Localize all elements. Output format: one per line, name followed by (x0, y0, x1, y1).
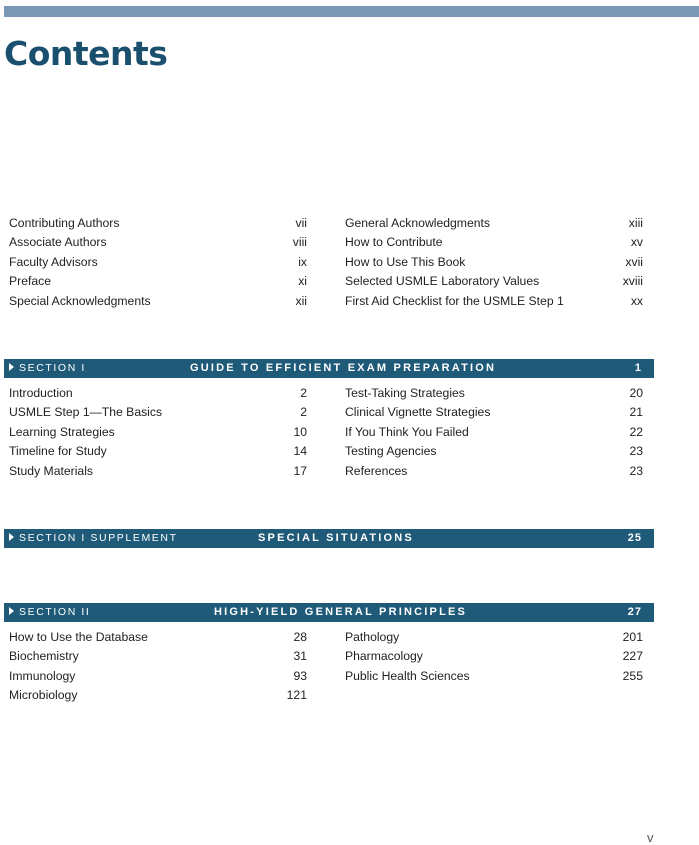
section-label: SECTION II (9, 603, 90, 622)
toc-entry-label: Faculty Advisors (9, 254, 98, 269)
section-2-right (345, 630, 643, 688)
toc-entry[interactable] (9, 386, 307, 405)
toc-entry[interactable] (9, 294, 307, 313)
toc-entry-page: viii (292, 235, 307, 250)
toc-entry-page: 2 (300, 386, 307, 400)
section-band-1[interactable] (4, 359, 654, 378)
section-title: GUIDE TO EFFICIENT EXAM PREPARATION (190, 362, 497, 374)
section-page: 27 (627, 606, 642, 618)
toc-entry[interactable] (9, 255, 307, 274)
toc-entry[interactable] (345, 444, 643, 463)
toc-entry-label: Biochemistry (9, 649, 79, 664)
toc-entry-label: Pharmacology (345, 649, 423, 664)
toc-entry[interactable] (345, 464, 643, 483)
toc-entry-page: xiii (628, 216, 643, 230)
section-title: HIGH-YIELD GENERAL PRINCIPLES (214, 606, 468, 618)
section-band-2[interactable] (4, 603, 654, 622)
toc-entry[interactable] (9, 464, 307, 483)
section-1-right (345, 386, 643, 483)
toc-entry[interactable] (345, 649, 643, 668)
toc-entry-label: Public Health Sciences (345, 668, 470, 683)
toc-entry-page: vii (295, 216, 307, 230)
toc-entry-page: 10 (293, 424, 307, 439)
toc-entry-label: USMLE Step 1—The Basics (9, 405, 163, 420)
section-page: 1 (634, 362, 642, 374)
section-title: SPECIAL SITUATIONS (258, 532, 414, 544)
toc-entry-page: 22 (629, 424, 643, 439)
toc-entry-label: Contributing Authors (9, 216, 120, 230)
section-band-supplement[interactable] (4, 529, 654, 548)
section-1-left (9, 386, 307, 483)
front-matter-right (345, 216, 643, 313)
toc-entry[interactable] (9, 669, 307, 688)
toc-entry[interactable] (345, 274, 643, 293)
page-title: Contents (4, 34, 168, 73)
toc-entry-page: 201 (622, 630, 643, 644)
toc-entry-label: How to Contribute (345, 235, 443, 250)
toc-entry-page: xi (298, 274, 307, 289)
toc-entry[interactable] (345, 216, 643, 235)
top-rule (4, 6, 699, 17)
toc-entry[interactable] (9, 235, 307, 254)
toc-entry-label: Associate Authors (9, 235, 107, 250)
toc-entry-page: 23 (629, 463, 643, 478)
toc-entry-label: Special Acknowledgments (9, 293, 151, 308)
toc-entry[interactable] (9, 216, 307, 235)
toc-entry[interactable] (9, 405, 307, 424)
toc-entry[interactable] (9, 274, 307, 293)
toc-entry-page: 121 (286, 688, 307, 703)
triangle-right-icon (9, 533, 14, 541)
front-matter-left (9, 216, 307, 313)
toc-entry-page: 17 (293, 463, 307, 478)
toc-entry-page: 31 (293, 649, 307, 664)
toc-entry-page: 14 (293, 444, 307, 459)
section-page: 25 (627, 532, 642, 544)
section-label: SECTION I SUPPLEMENT (9, 529, 178, 548)
toc-entry-page: ix (298, 254, 307, 269)
toc-entry-page: xv (630, 235, 643, 250)
toc-entry-page: xx (630, 293, 643, 308)
toc-entry[interactable] (9, 630, 307, 649)
toc-entry-page: 21 (629, 405, 643, 420)
section-label: SECTION I (9, 359, 86, 378)
triangle-right-icon (9, 363, 14, 371)
toc-entry[interactable] (345, 425, 643, 444)
toc-entry-label: Learning Strategies (9, 424, 115, 439)
toc-entry-label: General Acknowledgments (345, 216, 490, 230)
toc-entry-page: 255 (622, 668, 643, 683)
toc-entry[interactable] (9, 425, 307, 444)
toc-entry-label: Testing Agencies (345, 444, 437, 459)
toc-entry-page: 23 (629, 444, 643, 459)
toc-entry-label: References (345, 463, 408, 478)
triangle-right-icon (9, 607, 14, 615)
toc-entry-page: xvii (625, 254, 643, 269)
toc-entry-label: Study Materials (9, 463, 93, 478)
toc-entry-label: Immunology (9, 668, 76, 683)
page-number: v (647, 830, 654, 845)
toc-entry-label: If You Think You Failed (345, 424, 469, 439)
toc-entry-page: 20 (629, 386, 643, 400)
toc-entry-page: 2 (300, 405, 307, 420)
toc-entry-label: Introduction (9, 386, 73, 400)
toc-entry[interactable] (345, 235, 643, 254)
toc-entry-label: Test-Taking Strategies (345, 386, 465, 400)
toc-entry-label: First Aid Checklist for the USMLE Step 1 (345, 293, 564, 308)
toc-entry[interactable] (9, 444, 307, 463)
toc-entry[interactable] (345, 669, 643, 688)
toc-entry[interactable] (345, 630, 643, 649)
toc-entry-page: 93 (293, 668, 307, 683)
toc-entry-label: Clinical Vignette Strategies (345, 405, 491, 420)
toc-entry-label: How to Use the Database (9, 630, 148, 644)
toc-entry-label: Selected USMLE Laboratory Values (345, 274, 540, 289)
toc-entry[interactable] (345, 255, 643, 274)
toc-entry-page: 227 (622, 649, 643, 664)
section-2-left (9, 630, 307, 708)
toc-entry-label: Timeline for Study (9, 444, 107, 459)
toc-entry[interactable] (345, 405, 643, 424)
toc-entry[interactable] (9, 688, 307, 707)
toc-entry-page: 28 (293, 630, 307, 644)
toc-entry-label: How to Use This Book (345, 254, 466, 269)
toc-entry-page: xii (295, 293, 307, 308)
toc-entry-page: xviii (622, 274, 643, 289)
toc-entry[interactable] (345, 386, 643, 405)
toc-entry[interactable] (345, 294, 643, 313)
toc-entry-label: Microbiology (9, 688, 78, 703)
toc-entry-label: Pathology (345, 630, 400, 644)
toc-entry[interactable] (9, 649, 307, 668)
toc-entry-label: Preface (9, 274, 52, 289)
